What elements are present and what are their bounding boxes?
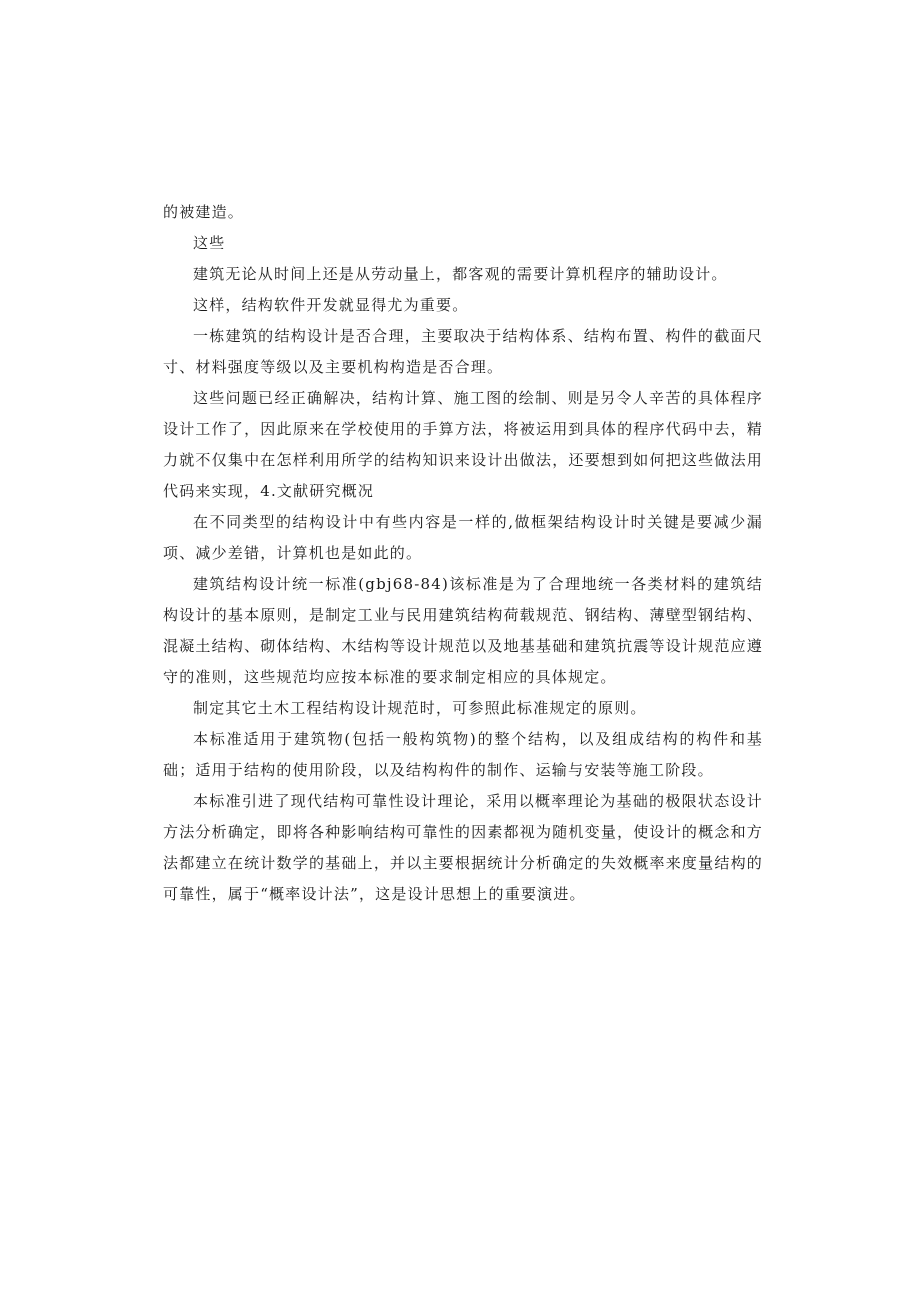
- paragraph: 在不同类型的结构设计中有些内容是一样的,做框架结构设计时关键是要减少漏项、减少差错，计算机也是如此的。: [163, 513, 763, 562]
- paragraph: 建筑无论从时间上还是从劳动量上，都客观的需要计算机程序的辅助设计。: [193, 265, 728, 283]
- paragraph: 制定其它土木工程结构设计规范时，可参照此标准规定的原则。: [193, 699, 647, 717]
- paragraph: 这样，结构软件开发就显得尤为重要。: [193, 296, 469, 314]
- paragraph: 一栋建筑的结构设计是否合理，主要取决于结构体系、结构布置、构件的截面尺寸、材料强度等级以及主要机构构造是否合理。: [163, 327, 763, 376]
- paragraph: 本标准引进了现代结构可靠性设计理论，采用以概率理论为基础的极限状态设计方法分析确定，即将各种影响结构可靠性的因素都视为随机变量，使设计的概念和方法都建立在统计数学的基础上，并以主要根据统计分析确定的失效概率来度量结构的可靠性，属于“概率设计法”，这是设计思想上的重要演进。: [163, 792, 763, 903]
- paragraph-continuation: 的被建造。: [163, 203, 245, 221]
- paragraph: 建筑结构设计统一标准(gbj68-84)该标准是为了合理地统一各类材料的建筑结构设计的基本原则，是制定工业与民用建筑结构荷载规范、钢结构、薄壁型钢结构、混凝土结构、砌体结构、木结构等设计规范以及地基基础和建筑抗震等设计规范应遵守的准则，这些规范均应按本标准的要求制定相应的具体规定。: [163, 575, 763, 686]
- paragraph: 这些问题已经正确解决，结构计算、施工图的绘制、则是另令人辛苦的具体程序设计工作了，因此原来在学校使用的手算方法，将被运用到具体的程序代码中去，精力就不仅集中在怎样利用所学的结构知识来设计出做法，还要想到如何把这些做法用代码来实现，4.文献研究概况: [163, 389, 763, 500]
- paragraph: 本标准适用于建筑物(包括一般构筑物)的整个结构，以及组成结构的构件和基础；适用于结构的使用阶段，以及结构构件的制作、运输与安装等施工阶段。: [163, 730, 763, 779]
- document-body: [163, 197, 763, 910]
- paragraph: 这些: [193, 234, 226, 252]
